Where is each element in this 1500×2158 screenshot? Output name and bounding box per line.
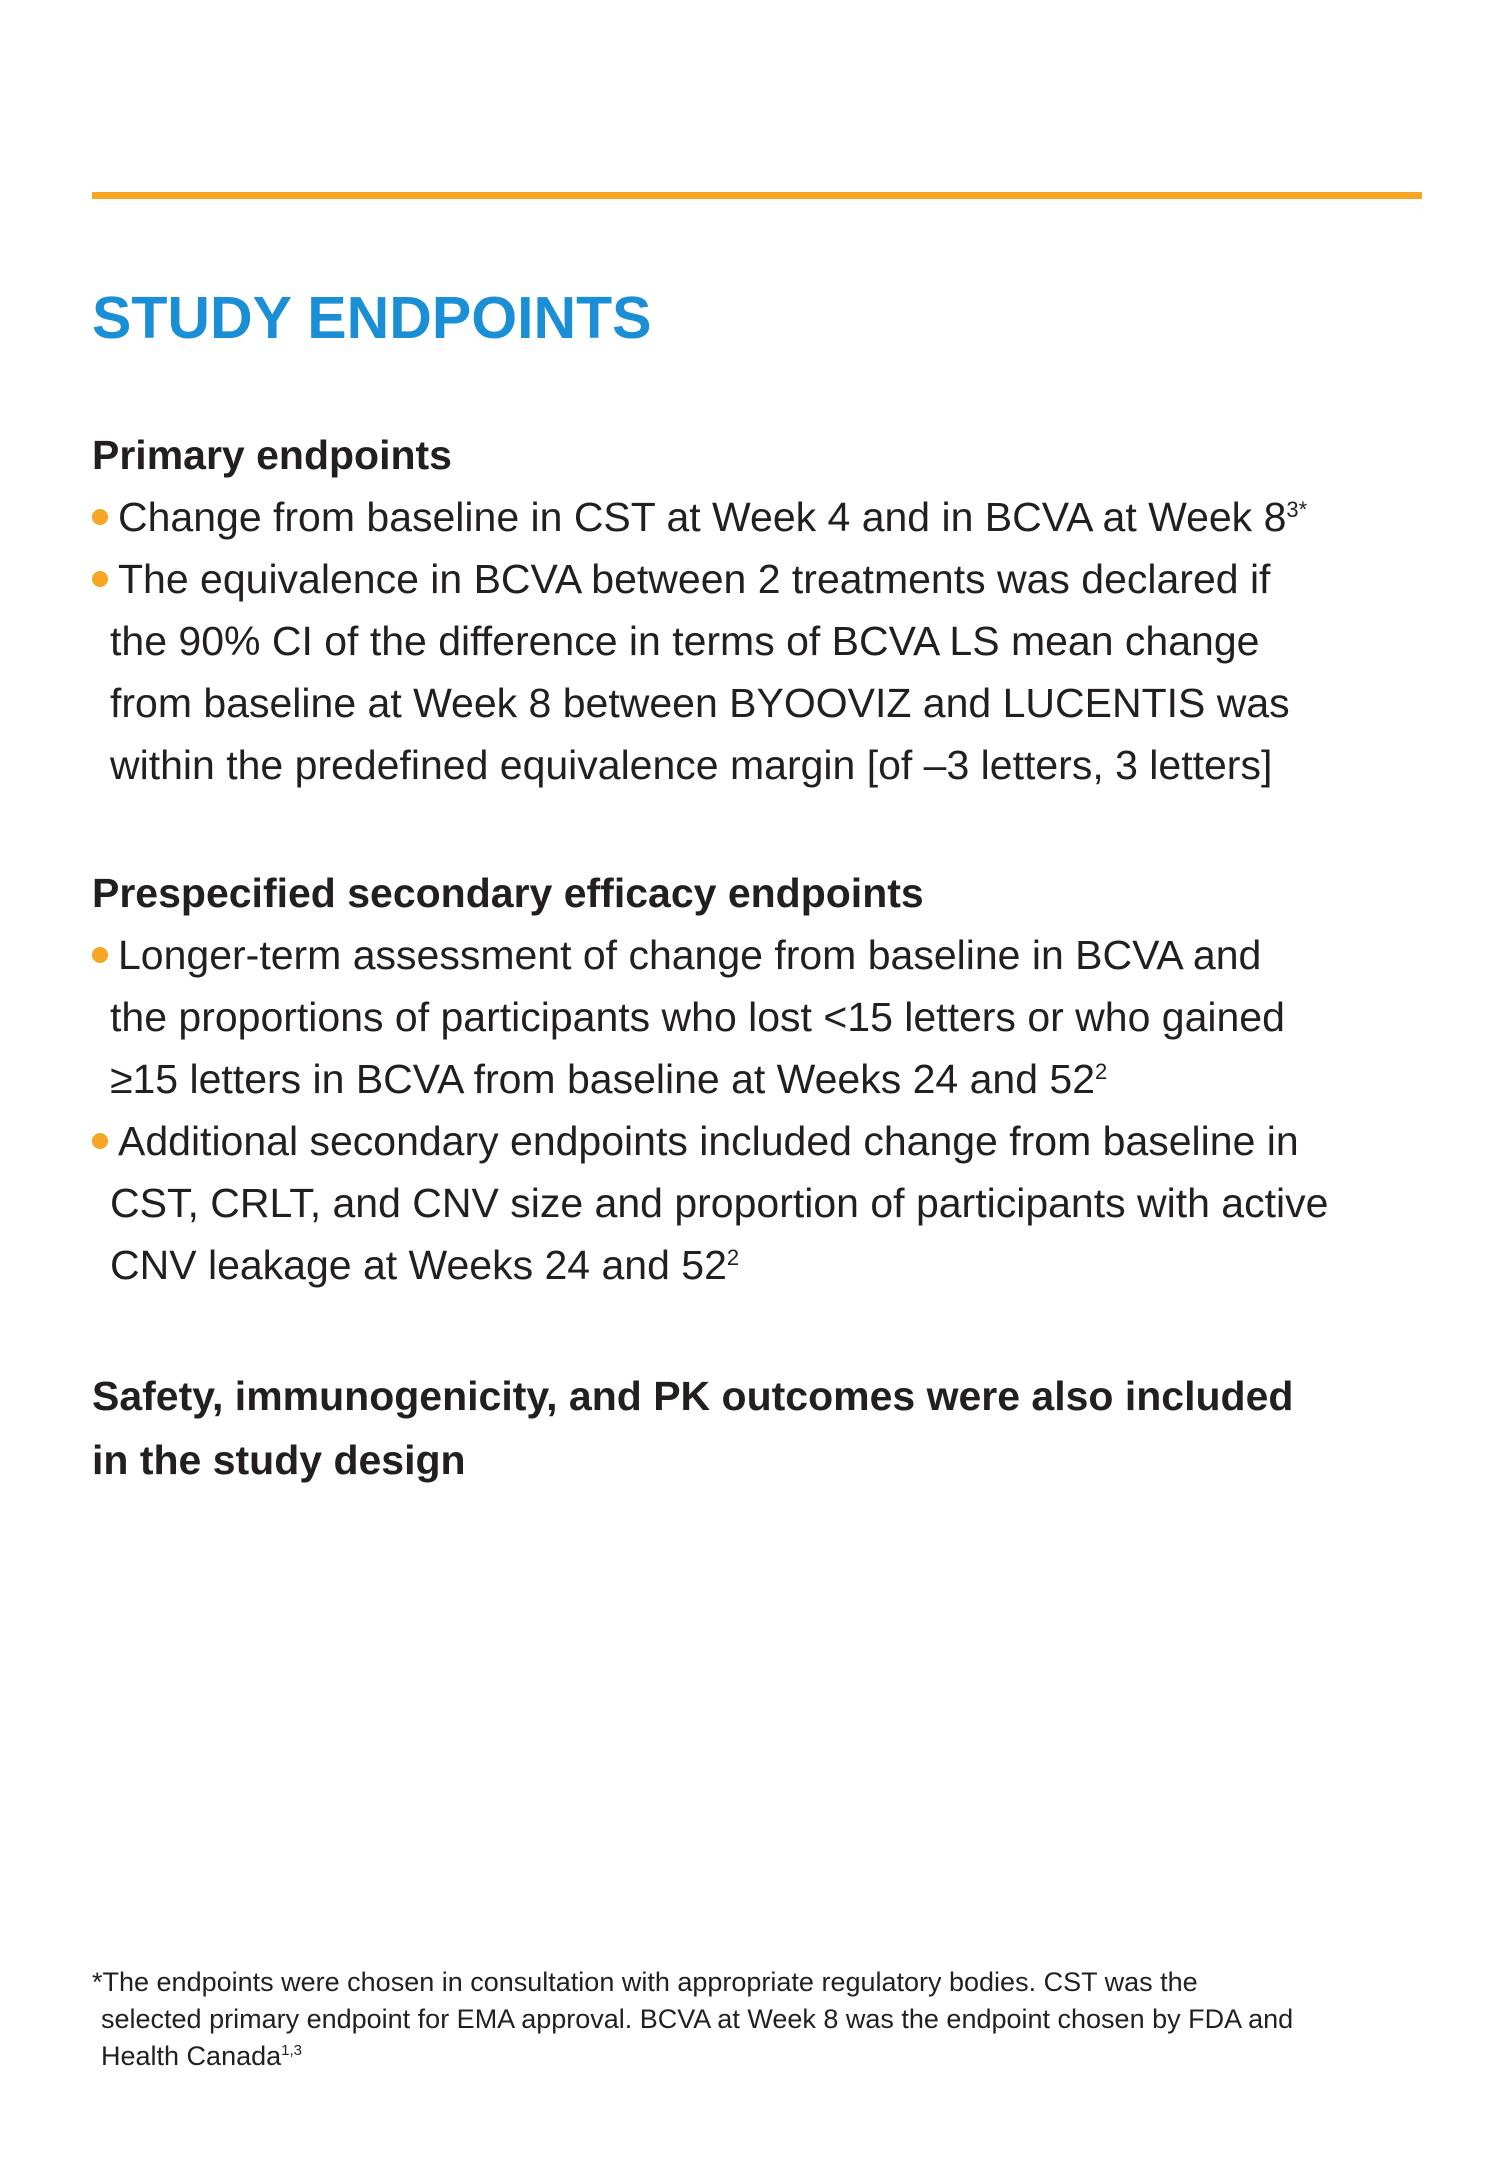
accent-rule: [92, 192, 1422, 199]
bullet-icon: [92, 1133, 108, 1149]
bullet-text: The equivalence in BCVA between 2 treatments was declared if: [118, 556, 1271, 602]
primary-endpoints-list: [92, 486, 1452, 796]
footnote-reference: 3*: [1286, 497, 1308, 522]
list-item: [92, 924, 1452, 1110]
page-title: STUDY ENDPOINTS: [92, 285, 652, 351]
footnote: [92, 1964, 1293, 2075]
bullet-icon: [92, 571, 108, 587]
bullet-text: Change from baseline in CST at Week 4 and in BCVA at Week 8: [118, 494, 1287, 540]
bullet-text: CNV leakage at Weeks 24 and 52: [110, 1242, 727, 1288]
bullet-icon: [92, 947, 108, 963]
closing-line: in the study design: [92, 1437, 466, 1483]
footnote-line: Health Canada: [101, 2041, 282, 2071]
footnote-line: *The endpoints were chosen in consultation with appropriate regulatory bodies. CST was the: [92, 1967, 1198, 1997]
bullet-text: within the predefined equivalence margin [of –3 letters, 3 letters]: [110, 742, 1273, 788]
bullet-text: Additional secondary endpoints included change from baseline in: [118, 1118, 1299, 1164]
secondary-endpoints-list: [92, 924, 1452, 1296]
secondary-endpoints-section: [92, 862, 1452, 1296]
primary-endpoints-heading: Primary endpoints: [92, 432, 452, 478]
list-item: [92, 1110, 1452, 1296]
bullet-text: the 90% CI of the difference in terms of BCVA LS mean change: [110, 618, 1260, 664]
bullet-text: ≥15 letters in BCVA from baseline at Weeks 24 and 52: [110, 1056, 1096, 1102]
bullet-text: the proportions of participants who lost <15 letters or who gained: [110, 994, 1285, 1040]
bullet-icon: [92, 509, 108, 525]
closing-statement: [92, 1364, 1293, 1492]
bullet-text: CST, CRLT, and CNV size and proportion of participants with active: [110, 1180, 1329, 1226]
bullet-text: Longer-term assessment of change from baseline in BCVA and: [118, 932, 1262, 978]
footnote-reference: 1,3: [281, 2042, 302, 2059]
secondary-endpoints-heading: Prespecified secondary efficacy endpoints: [92, 870, 924, 916]
bullet-text: from baseline at Week 8 between BYOOVIZ and LUCENTIS was: [110, 680, 1290, 726]
closing-line: Safety, immunogenicity, and PK outcomes were also included: [92, 1373, 1294, 1419]
footnote-line-wrapper: [92, 2038, 1293, 2075]
list-item: [92, 548, 1452, 796]
list-item: [92, 486, 1452, 548]
footnote-reference: 2: [1095, 1059, 1108, 1084]
footnote-line: selected primary endpoint for EMA approval. BCVA at Week 8 was the endpoint chosen by FDA and: [101, 2004, 1294, 2034]
footnote-reference: 2: [726, 1245, 740, 1270]
primary-endpoints-section: [92, 424, 1452, 796]
